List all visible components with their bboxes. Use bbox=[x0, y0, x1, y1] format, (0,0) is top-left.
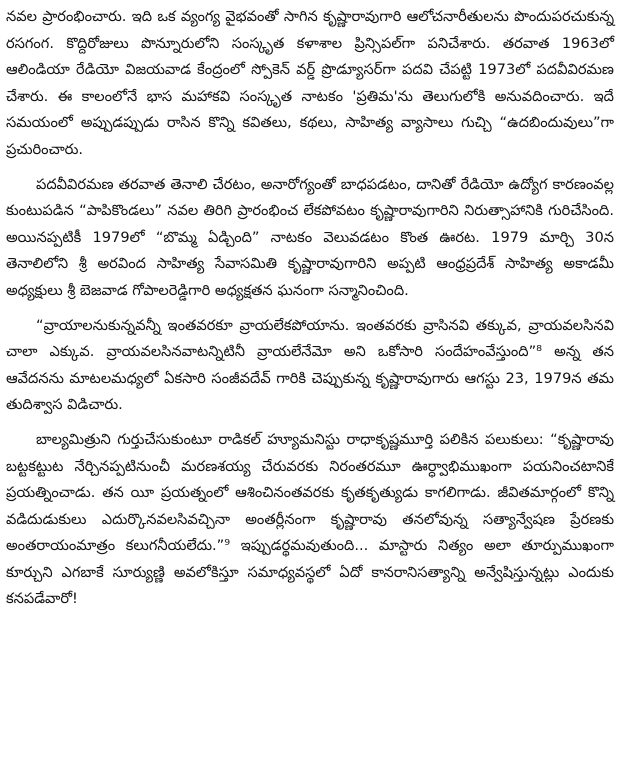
document-page bbox=[6, 4, 614, 613]
paragraph-retirement-and-felicitation: పదవీవిరమణ తరవాత తెనాలి చేరటం, అనారోగ్యంతో బాధపడటం, దానితో రేడియో ఉద్యోగ కారణంవల్ల కుంటుపడిన “పాపికొండలు” నవల తిరిగి ప్రారంభించ లేకపోవటం కృష్ణారావుగారిని నిరుత్సాహానికి గురిచేసింది. అయినప్పటికీ 1979లో “బొమ్మ ఏడ్చింది” నాటకం వెలువడటం కొంత ఊరట. 1979 మార్చి 30న తెనాలిలోని శ్రీ అరవింద సాహిత్య సేవాసమితి కృష్ణారావుగారిని అప్పటి ఆంధ్రప్రదేశ్ సాహిత్య అకాడమీ అధ్యక్షులు శ్రీ బెజవాడ గోపాలరెడ్డిగారి అధ్యక్షతన ఘనంగా సన్మానించింది. bbox=[6, 175, 615, 299]
paragraph-novel-and-career: నవల ప్రారంభించారు. ఇది ఒక వ్యంగ్య వైభవంతో సాగిన కృష్ణారావుగారి ఆలోచనారీతులను పొందుపరచుకున్న రసగంగ. కొద్దిరోజులు పొన్నూరులోని సంస్కృత కళాశాల ప్రిన్సిపల్‌గా పనిచేశారు. తరవాత 1963లో ఆలిండియా రేడియో విజయవాడ కేంద్రంలో స్పోకెన్ వర్డ్ ప్రొడ్యూసర్‌గా పదవి చేపట్టి 1973లో పదవీవిరమణ చేశారు. ఈ కాలంలోనే భాస మహాకవి సంస్కృత నాటకం 'ప్రతిమ'ను తెలుగులోకి అనువదించారు. ఇదే సమయంలో అప్పుడప్పుడు రాసిన కొన్ని కవితలు, కథలు, సాహిత్య వ్యాసాలు గుచ్చి “ఉదబిందువులు”గా ప్రచురించారు. bbox=[6, 8, 614, 158]
paragraph-final-words: “వ్రాయాలనుకున్నవన్నీ ఇంతవరకూ వ్రాయలేకపోయాను. ఇంతవరకు వ్రాసినవి తక్కువ, వ్రాయవలసినవి చాలా ఎక్కువ. వ్రాయవలసినవాటన్నిటినీ వ్రాయలేనేమో అని ఒకోసారి సందేహంవేస్తుంది”⁸ అన్న తన ఆవేదనను మాటలమధ్యలో ఏకసారి సంజీవదేవ్ గారికి చెప్పుకున్న కృష్ణారావుగారు ఆగస్టు 23, 1979న తమ తుదిశ్వాస విడిచారు. bbox=[6, 316, 614, 414]
paragraph-friend-tribute: బాల్యమిత్రుని గుర్తుచేసుకుంటూ రాడికల్ హ్యూమనిస్టు రాధాకృష్ణమూర్తి పలికిన పలుకులు: “కృష్ణారావు బట్టకట్టుట నేర్చినప్పటినుంచీ మరణశయ్య చేరువరకు నిరంతరమూ ఊర్ధ్వాభిముఖంగా పయనించటానికే ప్రయత్నించాడు. తన యీ ప్రయత్నంలో ఆశించినంతవరకు కృతకృత్యుడు కాగలిగాడు. జీవితమార్గంలో కొన్ని వడిదుడుకులు ఎదుర్కొనవలసివచ్చినా అంతర్లీనంగా కృష్ణారావు తనలోవున్న సత్యాన్వేషణ ప్రేరణకు అంతరాయంమాత్రం కలుగనీయలేదు.”⁹ ఇప్పుడర్థమవుతుంది... మాస్టారు నిత్యం అలా తూర్పుముఖంగా కూర్చుని ఎగబాకే సూర్యుణ్ణి అవలోకిస్తూ సమాధ్యవస్థలో ఏదో కానరానిసత్యాన్ని అన్వేషిస్తున్నట్లు ఎందుకు కనపడేవారో! bbox=[6, 430, 614, 608]
